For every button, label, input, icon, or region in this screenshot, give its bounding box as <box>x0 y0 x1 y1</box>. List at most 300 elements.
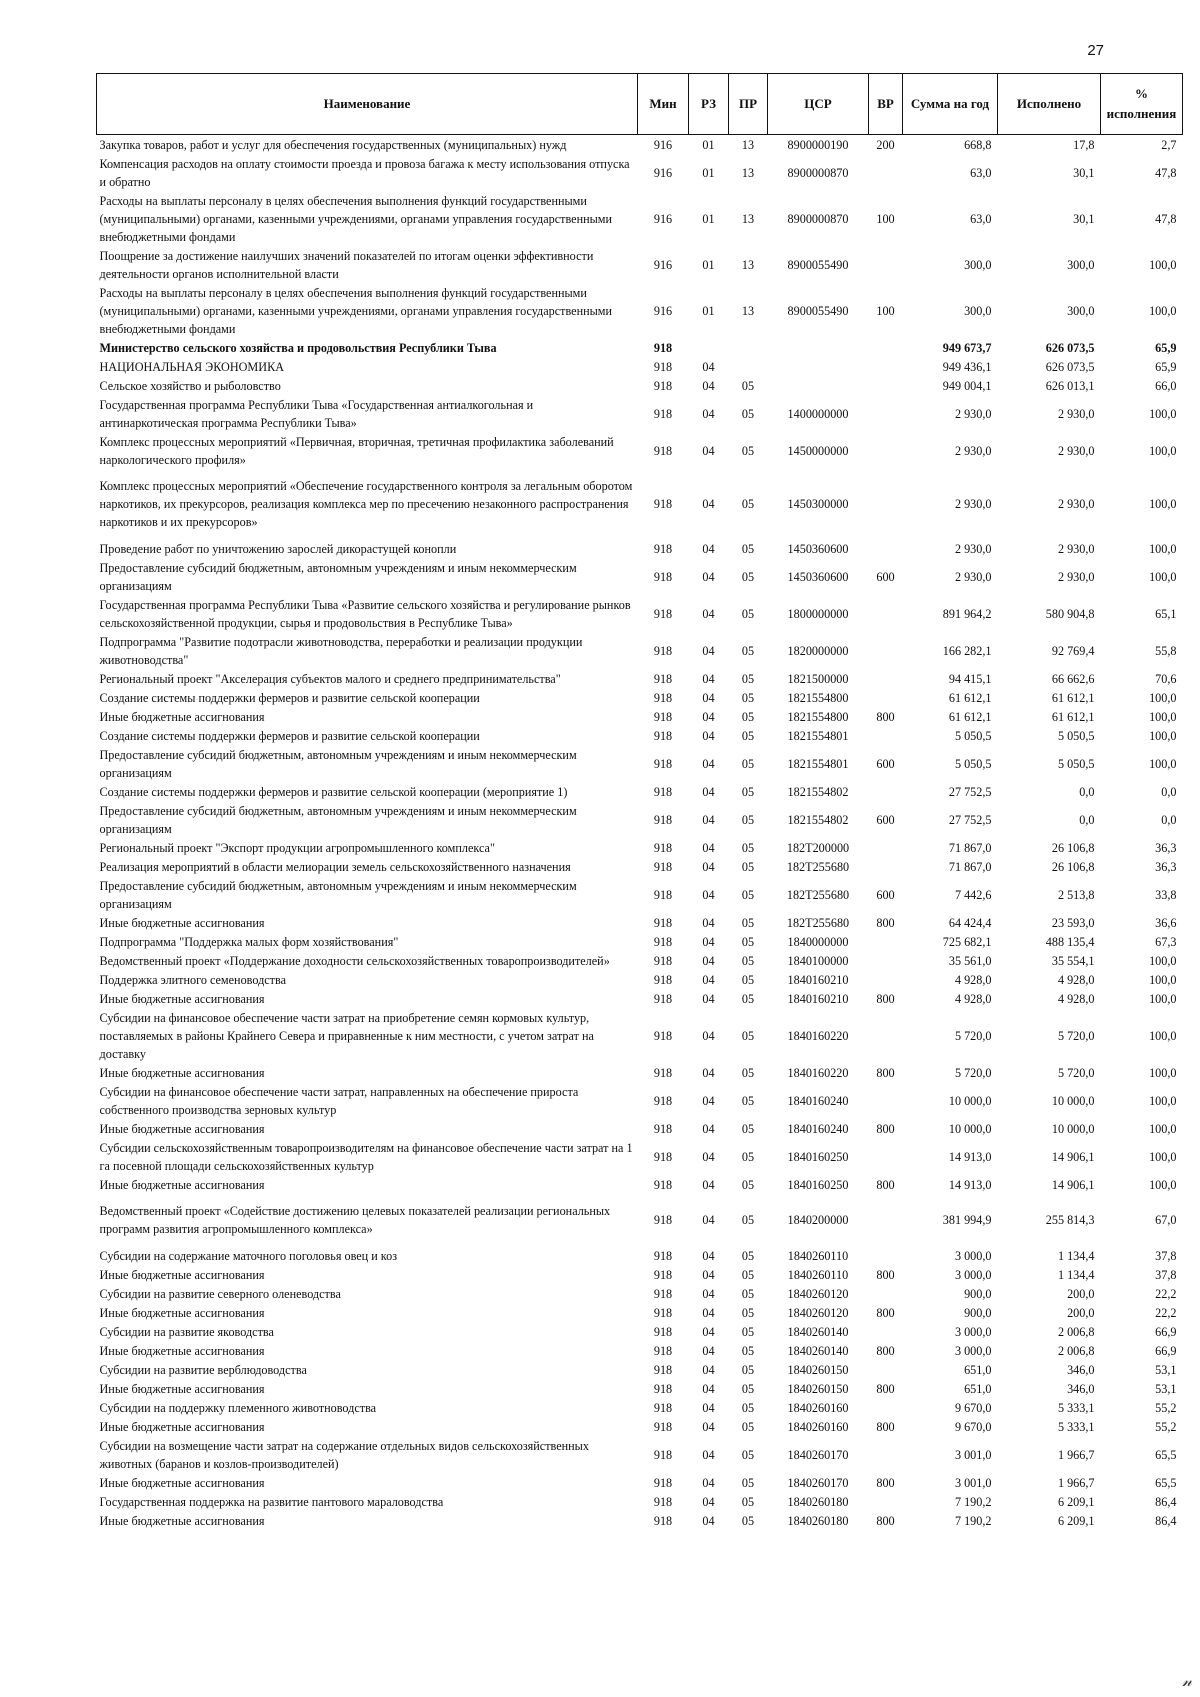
row-name-cell: Расходы на выплаты персоналу в целях обеспечения выполнения функций государственными (муниципальными) органами, казенными учреждениями, органами управления государственными внебюджетными фондами <box>99 194 613 244</box>
row-sum-cell: 2 930,0 <box>954 497 992 511</box>
row-min-cell: 918 <box>653 729 673 743</box>
row-rz-cell: 04 <box>702 1325 715 1339</box>
table-row <box>97 801 1183 838</box>
row-pct-cell: 100,0 <box>1149 992 1177 1006</box>
row-vr-cell <box>869 246 903 283</box>
row-csr-cell: 1840160220 <box>787 1066 849 1080</box>
row-vr-cell <box>869 1008 903 1063</box>
row-done-cell: 2 930,0 <box>1057 542 1095 556</box>
row-pct-cell: 65,1 <box>1155 607 1177 621</box>
row-sum-cell: 94 415,1 <box>948 672 992 686</box>
row-done-cell: 66 662,6 <box>1051 672 1095 686</box>
row-pct-cell: 100,0 <box>1149 258 1177 272</box>
row-rz-cell <box>689 338 729 357</box>
table-row <box>97 357 1183 376</box>
row-min-cell: 918 <box>653 1122 673 1136</box>
row-min-cell: 918 <box>653 1029 673 1043</box>
row-pct-cell: 53,1 <box>1155 1363 1177 1377</box>
table-row <box>97 876 1183 913</box>
row-done-cell: 4 928,0 <box>1057 992 1095 1006</box>
row-csr-cell: 1450000000 <box>787 444 849 458</box>
row-csr-cell: 1450360600 <box>787 570 849 584</box>
row-rz-cell: 04 <box>702 644 715 658</box>
row-name-cell: Подпрограмма "Поддержка малых форм хозяйствования" <box>99 935 399 949</box>
table-row <box>97 1303 1183 1322</box>
row-vr-cell: 800 <box>876 916 895 930</box>
row-sum-cell: 14 913,0 <box>948 1178 992 1192</box>
row-min-cell: 918 <box>653 341 673 355</box>
row-name-cell: Закупка товаров, работ и услуг для обеспечения государственных (муниципальных) нужд <box>99 138 567 152</box>
row-name-cell: Поощрение за достижение наилучших значений показателей по итогам оценки эффективности деятельности органов исполнительной власти <box>99 249 594 281</box>
table-row <box>97 745 1183 782</box>
row-min-cell: 918 <box>653 1476 673 1490</box>
row-min-cell: 918 <box>653 1448 673 1462</box>
row-name-cell: Предоставление субсидий бюджетным, автономным учреждениям и иным некоммерческим организациям <box>99 748 577 780</box>
row-pr-cell: 05 <box>741 1514 755 1528</box>
row-sum-cell: 64 424,4 <box>948 916 992 930</box>
row-name-cell: Иные бюджетные ассигнования <box>99 1476 265 1490</box>
row-vr-cell <box>869 688 903 707</box>
row-sum-cell: 900,0 <box>964 1306 992 1320</box>
row-pr-cell: 05 <box>741 497 755 511</box>
row-pct-cell: 65,9 <box>1155 360 1177 374</box>
row-sum-cell: 900,0 <box>964 1287 992 1301</box>
row-csr-cell: 1840260150 <box>787 1382 849 1396</box>
row-vr-cell: 200 <box>876 138 895 152</box>
row-name-cell: Комплекс процессных мероприятий «Обеспечение государственного контроля за легальным оборотом наркотиков, их прекурсоров, реализация комплекса мер по пресечению незаконного распространения наркотиков и их прекурсоров» <box>99 479 633 529</box>
row-pct-cell: 47,8 <box>1155 166 1177 180</box>
row-vr-cell <box>869 951 903 970</box>
row-name-cell: Субсидии на поддержку племенного животноводства <box>99 1401 377 1415</box>
row-sum-cell: 63,0 <box>970 212 992 226</box>
row-min-cell: 918 <box>653 1401 673 1415</box>
table-row <box>97 1284 1183 1303</box>
row-vr-cell <box>869 395 903 432</box>
table-row <box>97 376 1183 395</box>
row-done-cell: 626 073,5 <box>1045 341 1095 355</box>
row-csr-cell: 1840260170 <box>787 1476 849 1490</box>
row-rz-cell: 04 <box>702 1268 715 1282</box>
row-name-cell: Создание системы поддержки фермеров и развитие сельской кооперации <box>99 729 480 743</box>
table-row <box>97 191 1183 246</box>
row-done-cell: 300,0 <box>1067 304 1095 318</box>
row-csr-cell: 1820000000 <box>787 644 849 658</box>
row-min-cell: 918 <box>653 691 673 705</box>
row-pr-cell: 05 <box>741 1066 755 1080</box>
row-pr-cell: 05 <box>741 1363 755 1377</box>
row-pr-cell: 05 <box>741 570 755 584</box>
row-min-cell: 916 <box>653 258 673 272</box>
row-csr-cell: 1840260160 <box>787 1420 849 1434</box>
row-csr-cell <box>768 357 869 376</box>
row-name-cell: Иные бюджетные ассигнования <box>99 1344 265 1358</box>
table-row <box>97 951 1183 970</box>
table-row <box>97 989 1183 1008</box>
table-row <box>97 970 1183 989</box>
row-name-cell: НАЦИОНАЛЬНАЯ ЭКОНОМИКА <box>99 360 284 374</box>
row-done-cell: 5 050,5 <box>1057 729 1095 743</box>
table-row <box>97 1138 1183 1175</box>
budget-table-container <box>96 73 1182 1530</box>
row-pct-cell: 55,2 <box>1155 1420 1177 1434</box>
row-name-cell: Субсидии на финансовое обеспечение части затрат, направленных на обеспечение прироста собственного производства зерновых культур <box>99 1085 579 1117</box>
row-pct-cell: 100,0 <box>1149 570 1177 584</box>
row-vr-cell <box>869 376 903 395</box>
table-row <box>97 1473 1183 1492</box>
table-header <box>97 74 1183 135</box>
row-min-cell: 918 <box>653 1495 673 1509</box>
table-row <box>97 1119 1183 1138</box>
row-min-cell: 918 <box>653 1325 673 1339</box>
row-pct-cell: 36,6 <box>1155 916 1177 930</box>
table-row <box>97 558 1183 595</box>
row-name-cell: Региональный проект "Акселерация субъектов малого и среднего предпринимательства" <box>99 672 561 686</box>
row-pct-cell: 100,0 <box>1149 954 1177 968</box>
row-pct-cell: 100,0 <box>1149 729 1177 743</box>
table-row <box>97 1398 1183 1417</box>
header-sum: Сумма на год <box>903 74 998 135</box>
row-rz-cell: 04 <box>702 1094 715 1108</box>
table-row <box>97 1008 1183 1063</box>
row-sum-cell: 725 682,1 <box>942 935 992 949</box>
row-min-cell: 918 <box>653 379 673 393</box>
row-rz-cell: 04 <box>702 1401 715 1415</box>
row-pr-cell: 05 <box>741 757 755 771</box>
row-min-cell: 918 <box>653 1178 673 1192</box>
row-csr-cell: 8900000870 <box>787 212 849 226</box>
row-done-cell: 0,0 <box>1079 813 1095 827</box>
table-row <box>97 283 1183 338</box>
row-csr-cell: 182T200000 <box>786 841 850 855</box>
row-done-cell: 1 966,7 <box>1057 1448 1095 1462</box>
row-done-cell: 6 209,1 <box>1057 1495 1095 1509</box>
row-vr-cell <box>869 632 903 669</box>
row-csr-cell: 182T255680 <box>786 916 850 930</box>
header-csr: ЦСР <box>768 74 869 135</box>
row-sum-cell: 166 282,1 <box>942 644 992 658</box>
table-row <box>97 838 1183 857</box>
row-name-cell: Государственная поддержка на развитие пантового мараловодства <box>99 1495 444 1509</box>
row-pr-cell: 05 <box>741 1178 755 1192</box>
row-name-cell: Комплекс процессных мероприятий «Первичная, вторичная, третичная профилактика заболеваний наркологического профиля» <box>99 435 614 467</box>
row-min-cell: 918 <box>653 1420 673 1434</box>
table-row <box>97 154 1183 191</box>
row-done-cell: 4 928,0 <box>1057 973 1095 987</box>
row-pr-cell: 05 <box>741 542 755 556</box>
row-pr-cell <box>729 357 768 376</box>
row-min-cell: 918 <box>653 1382 673 1396</box>
row-vr-cell: 600 <box>876 757 895 771</box>
row-pct-cell: 55,2 <box>1155 1401 1177 1415</box>
row-name-cell: Субсидии на развитие верблюдоводства <box>99 1363 307 1377</box>
row-csr-cell: 1840260110 <box>787 1268 849 1282</box>
row-pct-cell: 67,3 <box>1155 935 1177 949</box>
table-row <box>97 1265 1183 1284</box>
row-name-cell: Региональный проект "Экспорт продукции агропромышленного комплекса" <box>99 841 495 855</box>
row-done-cell: 200,0 <box>1067 1287 1095 1301</box>
row-min-cell: 918 <box>653 1094 673 1108</box>
row-name-cell: Иные бюджетные ассигнования <box>99 1382 265 1396</box>
row-done-cell: 61 612,1 <box>1051 710 1095 724</box>
row-done-cell: 61 612,1 <box>1051 691 1095 705</box>
header-vr: ВР <box>869 74 903 135</box>
row-vr-cell <box>869 154 903 191</box>
row-rz-cell: 04 <box>702 497 715 511</box>
row-rz-cell: 04 <box>702 729 715 743</box>
row-sum-cell: 2 930,0 <box>954 444 992 458</box>
row-rz-cell: 01 <box>702 258 715 272</box>
row-rz-cell: 01 <box>702 212 715 226</box>
row-vr-cell <box>869 1492 903 1511</box>
row-rz-cell: 04 <box>702 542 715 556</box>
row-pct-cell: 100,0 <box>1149 1150 1177 1164</box>
row-done-cell: 26 106,8 <box>1051 860 1095 874</box>
row-pr-cell: 05 <box>741 973 755 987</box>
row-csr-cell: 1840160250 <box>787 1178 849 1192</box>
row-name-cell: Компенсация расходов на оплату стоимости проезда и провоза багажа к месту использования отпуска и обратно <box>99 157 630 189</box>
row-pct-cell: 100,0 <box>1149 444 1177 458</box>
row-rz-cell: 04 <box>702 935 715 949</box>
row-rz-cell: 04 <box>702 1122 715 1136</box>
row-name-cell: Иные бюджетные ассигнования <box>99 1122 265 1136</box>
row-pct-cell: 22,2 <box>1155 1287 1177 1301</box>
row-min-cell: 918 <box>653 497 673 511</box>
row-vr-cell: 800 <box>876 1268 895 1282</box>
row-csr-cell: 1450300000 <box>787 497 849 511</box>
row-name-cell: Предоставление субсидий бюджетным, автономным учреждениям и иным некоммерческим организациям <box>99 804 577 836</box>
row-sum-cell: 4 928,0 <box>954 973 992 987</box>
table-row <box>97 1379 1183 1398</box>
table-row <box>97 539 1183 558</box>
row-vr-cell: 600 <box>876 813 895 827</box>
row-vr-cell <box>869 1360 903 1379</box>
row-name-cell: Расходы на выплаты персоналу в целях обеспечения выполнения функций государственными (муниципальными) органами, казенными учреждениями, органами управления государственными внебюджетными фондами <box>99 286 613 336</box>
row-pct-cell: 47,8 <box>1155 212 1177 226</box>
row-pct-cell: 37,8 <box>1155 1268 1177 1282</box>
budget-execution-table <box>96 73 1183 1530</box>
row-pr-cell: 05 <box>741 813 755 827</box>
row-pr-cell: 05 <box>741 1029 755 1043</box>
row-name-cell: Субсидии на содержание маточного поголовья овец и коз <box>99 1249 398 1263</box>
row-name-cell: Ведомственный проект «Содействие достижению целевых показателей реализации региональных программ развития агропромышленного комплекса» <box>99 1204 611 1236</box>
row-pr-cell: 05 <box>741 607 755 621</box>
row-done-cell: 5 333,1 <box>1057 1420 1095 1434</box>
row-vr-cell: 800 <box>876 1306 895 1320</box>
row-rz-cell: 04 <box>702 1420 715 1434</box>
table-body <box>97 135 1183 1531</box>
table-row <box>97 135 1183 155</box>
row-done-cell: 2 930,0 <box>1057 497 1095 511</box>
row-min-cell: 916 <box>653 212 673 226</box>
row-csr-cell: 1840160240 <box>787 1094 849 1108</box>
row-name-cell: Субсидии сельскохозяйственным товаропроизводителям на финансовое обеспечение части затрат на 1 га посевной площади сельскохозяйственных культур <box>99 1141 633 1173</box>
table-row <box>97 395 1183 432</box>
row-pct-cell: 100,0 <box>1149 973 1177 987</box>
row-vr-cell <box>869 782 903 801</box>
row-csr-cell: 1840260180 <box>787 1514 849 1528</box>
row-csr-cell: 1840200000 <box>787 1213 849 1227</box>
row-rz-cell: 04 <box>702 973 715 987</box>
row-sum-cell: 71 867,0 <box>948 860 992 874</box>
row-min-cell: 916 <box>653 304 673 318</box>
row-pr-cell: 05 <box>741 672 755 686</box>
row-pr-cell: 05 <box>741 992 755 1006</box>
table-row <box>97 669 1183 688</box>
table-row <box>97 1322 1183 1341</box>
row-csr-cell: 8900000190 <box>787 138 849 152</box>
row-rz-cell: 01 <box>702 138 715 152</box>
row-pct-cell: 100,0 <box>1149 497 1177 511</box>
row-sum-cell: 71 867,0 <box>948 841 992 855</box>
row-pr-cell: 05 <box>741 1420 755 1434</box>
row-vr-cell: 800 <box>876 1178 895 1192</box>
row-pct-cell: 65,5 <box>1155 1448 1177 1462</box>
row-vr-cell <box>869 539 903 558</box>
table-row <box>97 1360 1183 1379</box>
row-name-cell: Иные бюджетные ассигнования <box>99 1066 265 1080</box>
row-csr-cell: 1821554800 <box>787 691 849 705</box>
row-name-cell: Иные бюджетные ассигнования <box>99 710 265 724</box>
row-sum-cell: 2 930,0 <box>954 542 992 556</box>
row-csr-cell: 1840000000 <box>787 935 849 949</box>
row-done-cell: 346,0 <box>1067 1363 1095 1377</box>
row-name-cell: Министерство сельского хозяйства и продовольствия Республики Тыва <box>99 341 497 355</box>
row-rz-cell: 04 <box>702 672 715 686</box>
table-row <box>97 1492 1183 1511</box>
row-done-cell: 17,8 <box>1073 138 1095 152</box>
row-pr-cell: 05 <box>741 379 755 393</box>
row-vr-cell <box>869 1322 903 1341</box>
table-row <box>97 338 1183 357</box>
row-pr-cell: 05 <box>741 1306 755 1320</box>
row-sum-cell: 2 930,0 <box>954 407 992 421</box>
row-rz-cell: 04 <box>702 757 715 771</box>
table-row <box>97 1082 1183 1119</box>
row-done-cell: 5 720,0 <box>1057 1066 1095 1080</box>
row-done-cell: 300,0 <box>1067 258 1095 272</box>
row-rz-cell: 04 <box>702 1150 715 1164</box>
row-rz-cell: 04 <box>702 1066 715 1080</box>
row-csr-cell: 182T255680 <box>786 860 850 874</box>
row-rz-cell: 04 <box>702 1448 715 1462</box>
row-min-cell: 918 <box>653 672 673 686</box>
row-name-cell: Ведомственный проект «Поддержание доходности сельскохозяйственных товаропроизводителей» <box>99 954 610 968</box>
row-pct-cell: 100,0 <box>1149 1178 1177 1192</box>
row-pr-cell: 05 <box>741 1401 755 1415</box>
table-row <box>97 857 1183 876</box>
row-pct-cell: 70,6 <box>1155 672 1177 686</box>
row-csr-cell: 1840160210 <box>787 973 849 987</box>
row-pct-cell: 37,8 <box>1155 1249 1177 1263</box>
row-pct-cell: 22,2 <box>1155 1306 1177 1320</box>
row-sum-cell: 5 050,5 <box>954 729 992 743</box>
table-row <box>97 1194 1183 1246</box>
row-done-cell: 255 814,3 <box>1045 1213 1095 1227</box>
row-done-cell: 10 000,0 <box>1051 1094 1095 1108</box>
row-done-cell: 10 000,0 <box>1051 1122 1095 1136</box>
row-done-cell: 26 106,8 <box>1051 841 1095 855</box>
row-name-cell: Иные бюджетные ассигнования <box>99 1420 265 1434</box>
row-pr-cell: 05 <box>741 710 755 724</box>
row-sum-cell: 5 720,0 <box>954 1066 992 1080</box>
row-pr-cell: 05 <box>741 916 755 930</box>
row-sum-cell: 61 612,1 <box>948 710 992 724</box>
row-min-cell: 916 <box>653 166 673 180</box>
row-name-cell: Проведение работ по уничтожению зарослей дикорастущей конопли <box>99 542 457 556</box>
row-csr-cell: 1450360600 <box>787 542 849 556</box>
row-min-cell: 918 <box>653 813 673 827</box>
row-name-cell: Создание системы поддержки фермеров и развитие сельской кооперации <box>99 691 480 705</box>
row-csr-cell: 8900055490 <box>787 258 849 272</box>
row-sum-cell: 35 561,0 <box>948 954 992 968</box>
row-pr-cell: 05 <box>741 1150 755 1164</box>
row-name-cell: Иные бюджетные ассигнования <box>99 1268 265 1282</box>
row-name-cell: Создание системы поддержки фермеров и развитие сельской кооперации (мероприятие 1) <box>99 785 568 799</box>
row-rz-cell: 01 <box>702 166 715 180</box>
row-sum-cell: 7 442,6 <box>954 888 992 902</box>
row-sum-cell: 14 913,0 <box>948 1150 992 1164</box>
row-pr-cell: 05 <box>741 860 755 874</box>
row-sum-cell: 7 190,2 <box>954 1495 992 1509</box>
row-done-cell: 1 134,4 <box>1057 1249 1095 1263</box>
table-row <box>97 1063 1183 1082</box>
row-min-cell: 918 <box>653 888 673 902</box>
table-row <box>97 595 1183 632</box>
row-pct-cell: 53,1 <box>1155 1382 1177 1396</box>
row-pr-cell: 05 <box>741 691 755 705</box>
row-vr-cell <box>869 357 903 376</box>
table-row <box>97 782 1183 801</box>
row-rz-cell: 04 <box>702 379 715 393</box>
row-rz-cell: 04 <box>702 954 715 968</box>
row-sum-cell: 9 670,0 <box>954 1401 992 1415</box>
table-row <box>97 1417 1183 1436</box>
row-vr-cell: 800 <box>876 1420 895 1434</box>
row-vr-cell: 800 <box>876 1344 895 1358</box>
row-min-cell: 918 <box>653 644 673 658</box>
row-vr-cell <box>869 669 903 688</box>
row-pct-cell: 100,0 <box>1149 1122 1177 1136</box>
row-pct-cell: 36,3 <box>1155 841 1177 855</box>
row-min-cell: 918 <box>653 1066 673 1080</box>
row-vr-cell <box>869 1082 903 1119</box>
row-min-cell: 918 <box>653 1249 673 1263</box>
row-min-cell: 918 <box>653 360 673 374</box>
row-sum-cell: 3 000,0 <box>954 1325 992 1339</box>
row-csr-cell: 1840260140 <box>787 1344 849 1358</box>
row-name-cell: Субсидии на развитие северного оленеводства <box>99 1287 341 1301</box>
table-row <box>97 932 1183 951</box>
row-vr-cell: 600 <box>876 888 895 902</box>
row-name-cell: Иные бюджетные ассигнования <box>99 1514 265 1528</box>
row-sum-cell: 891 964,2 <box>942 607 992 621</box>
row-rz-cell: 04 <box>702 1178 715 1192</box>
row-sum-cell: 10 000,0 <box>948 1122 992 1136</box>
row-pr-cell: 05 <box>741 1094 755 1108</box>
row-sum-cell: 27 752,5 <box>948 813 992 827</box>
row-csr-cell: 182T255680 <box>786 888 850 902</box>
row-sum-cell: 3 000,0 <box>954 1268 992 1282</box>
table-row <box>97 1341 1183 1360</box>
row-rz-cell: 04 <box>702 785 715 799</box>
row-name-cell: Иные бюджетные ассигнования <box>99 1178 265 1192</box>
row-csr-cell: 1840160250 <box>787 1150 849 1164</box>
row-vr-cell <box>869 726 903 745</box>
row-min-cell: 918 <box>653 1287 673 1301</box>
table-row <box>97 913 1183 932</box>
row-sum-cell: 300,0 <box>964 304 992 318</box>
row-done-cell: 346,0 <box>1067 1382 1095 1396</box>
